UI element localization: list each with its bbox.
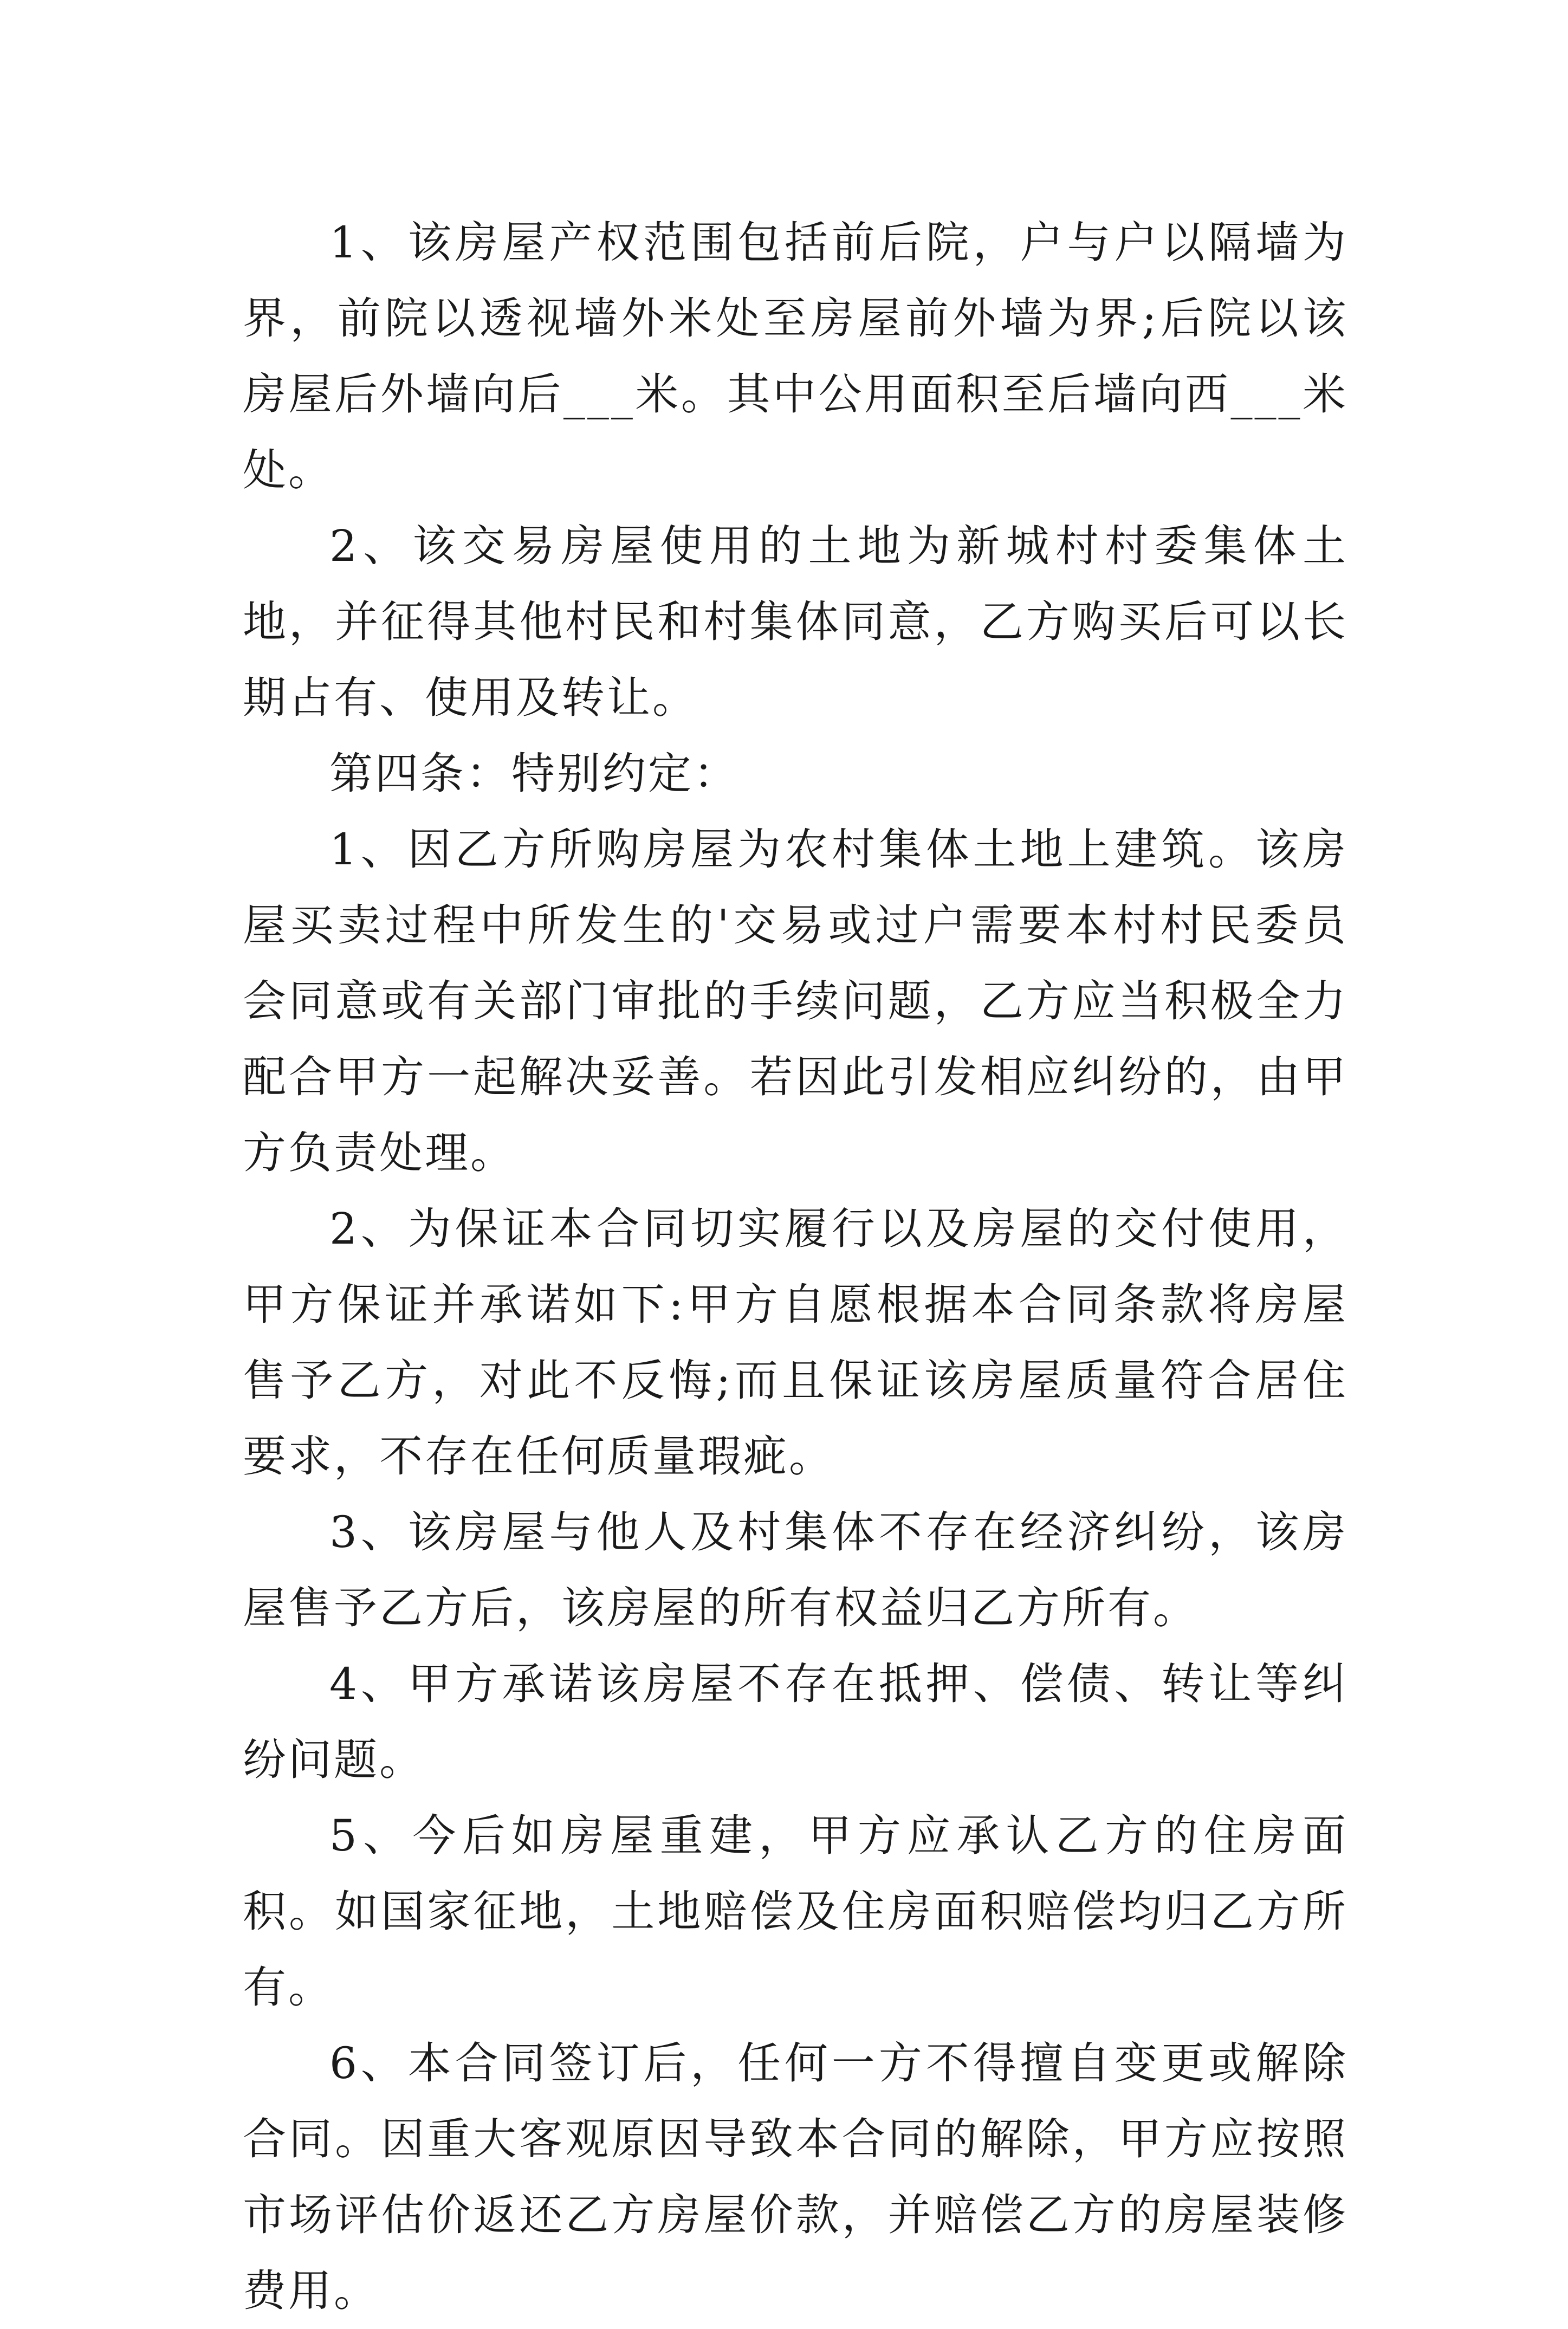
clause-collective-land: 1、因乙方所购房屋为农村集体土地上建筑。该房屋买卖过程中所发生的'交易或过户需要本村村民委员会同意或有关部门审批的手续问题，乙方应当积极全力配合甲方一起解决妥善。若因此引发相应纠纷的，由甲方负责处理。 [243,824,1348,1178]
clause-land-use: 2、该交易房屋使用的土地为新城村村委集体土地，并征得其他村民和村集体同意，乙方购买后可以长期占有、使用及转让。 [243,521,1348,723]
article-four-heading: 第四条：特别约定： [329,748,739,799]
clause-property-scope: 1、该房屋产权范围包括前后院，户与户以隔墙为界，前院以透视墙外米处至房屋前外墙为界;后院以该房屋后外墙向后___米。其中公用面积至后墙向西___米处。 [243,217,1348,495]
document-body [243,205,1348,2329]
clause-no-dispute: 3、该房屋与他人及村集体不存在经济纠纷，该房屋售予乙方后，该房屋的所有权益归乙方所有。 [243,1507,1348,1633]
clause-termination: 6、本合同签订后，任何一方不得擅自变更或解除合同。因重大客观原因导致本合同的解除，甲方应按照市场评估价返还乙方房屋价款，并赔偿乙方的房屋装修费用。 [243,2038,1348,2316]
clause-rebuild: 5、今后如房屋重建，甲方应承认乙方的住房面积。如国家征地，土地赔偿及住房面积赔偿均归乙方所有。 [243,1810,1348,2013]
clause-guarantee: 2、为保证本合同切实履行以及房屋的交付使用，甲方保证并承诺如下:甲方自愿根据本合同条款将房屋售予乙方，对此不反悔;而且保证该房屋质量符合居住要求，不存在任何质量瑕疵。 [243,1204,1348,1481]
clause-no-mortgage: 4、甲方承诺该房屋不存在抵押、偿债、转让等纠纷问题。 [243,1659,1348,1785]
